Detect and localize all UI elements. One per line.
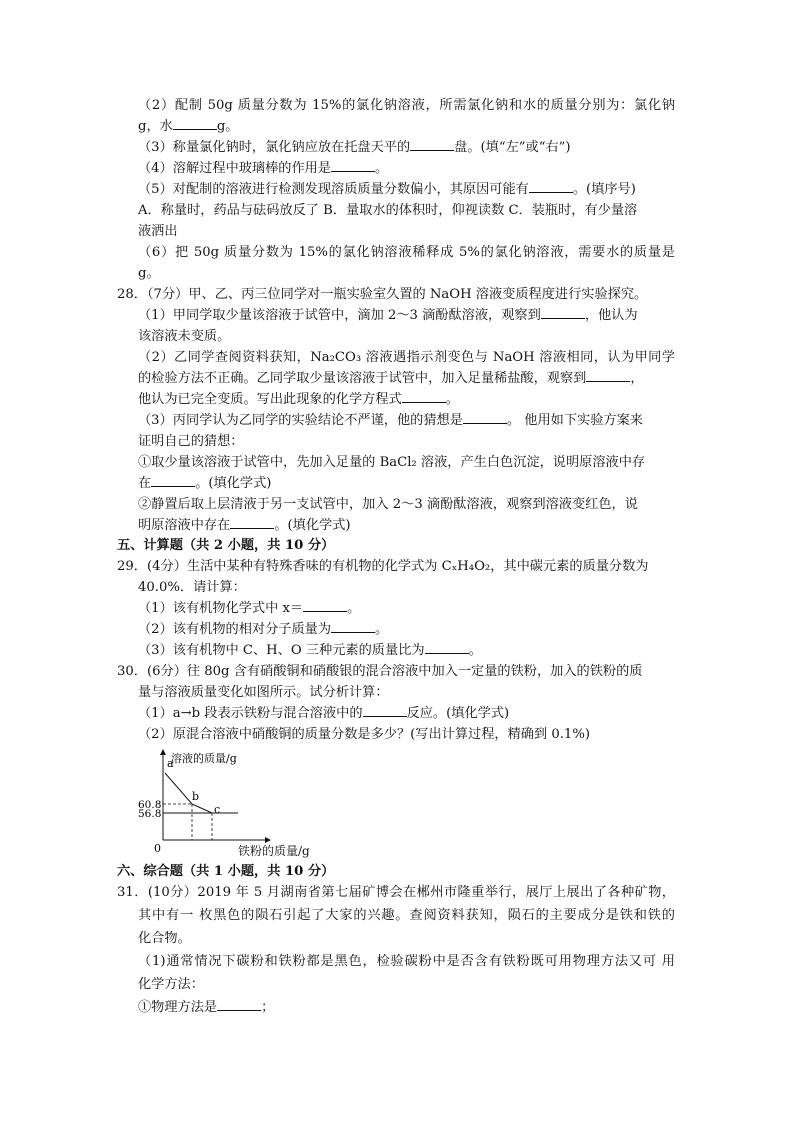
q29-part2: （2）该有机物的相对分子质量为 。	[138, 622, 389, 637]
q29-heading-line1: 29．(4分）生活中某种有特殊香味的有机物的化学式为 CₓH₄O₂，其中碳元素的质量分数为	[117, 559, 649, 574]
q29-part3: （3）该有机物中 C、H、O 三种元素的质量比为 。	[138, 643, 482, 658]
q30-part2: （2）原混合溶液中硝酸铜的质量分数是多少？(写出计算过程，精确到 0.1%)	[138, 727, 590, 742]
answer-blank[interactable]	[529, 180, 573, 193]
q31-heading-line3: 化合物。	[138, 931, 191, 946]
q31-method1: ①物理方法是 ；	[138, 1000, 275, 1015]
answer-blank[interactable]	[217, 998, 261, 1011]
q28-step1-line2: 在 。(填化学式)	[138, 476, 272, 491]
q28-part2-line3: 他认为已完全变质。写出此现象的化学方程式 。	[138, 392, 459, 407]
answer-blank[interactable]	[173, 117, 217, 130]
q27-part2-line2: g，水 g。	[138, 119, 239, 134]
q31-heading-line1: 31．(10分）2019 年 5 月湖南省第七届矿博会在郴州市隆重举行，展厅上展出了各种矿物，	[117, 885, 675, 900]
answer-blank[interactable]	[410, 138, 454, 151]
answer-blank[interactable]	[331, 620, 375, 633]
q28-part1-line2: 该溶液未变质。	[138, 329, 231, 344]
answer-blank[interactable]	[363, 704, 407, 717]
answer-blank[interactable]	[331, 159, 375, 172]
q27-part6-line2: g。	[138, 266, 160, 281]
q30-heading-line1: 30．(6分）往 80g 含有硝酸铜和硝酸银的混合溶液中加入一定量的铁粉，加入的铁粉的质	[117, 664, 643, 679]
y-tick-label: 56.8	[138, 808, 162, 820]
section-6-title: 六、综合题（共 1 小题，共 10 分）	[117, 864, 335, 879]
q27-part4: （4）溶解过程中玻璃棒的作用是 。	[138, 161, 389, 176]
q29-heading-line2: 40.0%．请计算：	[138, 580, 246, 595]
q31-part1-line2: 化学方法：	[138, 977, 204, 992]
q28-part2-line2: 的检验方法不正确。乙同学取少量该溶液于试管中，加入足量稀盐酸，观察到 ，	[138, 371, 644, 386]
q31-part1-line1: （1)通常情况下碳粉和铁粉都是黑色，检验碳粉中是否含有铁粉既可用物理方法又可 用	[138, 954, 675, 969]
origin-label: 0	[154, 842, 161, 855]
answer-blank[interactable]	[230, 516, 274, 529]
q27-part3: （3）称量氯化钠时，氯化钠应放在托盘天平的 盘。(填“左”或“右”)	[138, 140, 571, 155]
q27-part2-line1: （2）配制 50g 质量分数为 15%的氯化钠溶液，所需氯化钠和水的质量分别为：氯化钠	[138, 98, 675, 113]
section-5-title: 五、计算题（共 2 小题，共 10 分）	[117, 538, 335, 553]
q27-part5: （5）对配制的溶液进行检测发现溶质质量分数偏小，其原因可能有 。(填序号)	[138, 182, 636, 197]
answer-blank[interactable]	[463, 411, 507, 424]
answer-blank[interactable]	[425, 641, 469, 654]
q31-heading-line2: 其中有一 枚黑色的陨石引起了大家的兴趣。查阅资料获知，陨石的主要成分是铁和铁的	[138, 908, 675, 923]
q28-part2-line1: （2）乙同学查阅资料获知，Na₂CO₃ 溶液遇指示剂变色与 NaOH 溶液相同，认为甲同学	[138, 350, 675, 365]
q30-part1: （1）a→b 段表示铁粉与混合溶液中的 反应。(填化学式)	[138, 706, 510, 721]
q28-step1-line1: ①取少量该溶液于试管中，先加入足量的 BaCl₂ 溶液，产生白色沉淀，说明原溶液中存	[138, 455, 646, 470]
answer-blank[interactable]	[586, 369, 630, 382]
q27-part6-line1: （6）把 50g 质量分数为 15%的氯化钠溶液稀释成 5%的氯化钠溶液，需要水的质量是	[138, 245, 675, 260]
answer-blank[interactable]	[402, 390, 446, 403]
q28-heading: 28．（7分）甲、乙、丙三位同学对一瓶实验室久置的 NaOH 溶液变质程度进行实验探究。	[117, 287, 648, 302]
y-tick-label: 60.8	[138, 799, 162, 811]
answer-blank[interactable]	[151, 474, 195, 487]
q27-part5-options-cont: 液洒出	[138, 224, 178, 239]
q28-part3-line2: 证明自己的猜想：	[138, 434, 244, 449]
q28-step2-line1: ②静置后取上层清液于另一支试管中，加入 2～3 滴酚酞溶液，观察到溶液变红色，说	[138, 497, 638, 512]
answer-blank[interactable]	[541, 306, 585, 319]
q27-part5-options: A．称量时，药品与砝码放反了 B．量取水的体积时，仰视读数 C．装瓶时，有少量溶	[138, 203, 638, 218]
series-line	[165, 773, 212, 813]
point-label-a: a	[167, 757, 174, 770]
q28-part1-line1: （1）甲同学取少量该溶液于试管中，滴加 2～3 滴酚酞溶液，观察到 ，他认为	[138, 308, 638, 323]
point-label-b: b	[192, 790, 200, 803]
q28-step2-line2: 明原溶液中存在 。(填化学式)	[138, 518, 351, 533]
answer-blank[interactable]	[303, 599, 347, 612]
x-axis-label: 铁粉的质量/g	[238, 844, 310, 858]
q28-part3-line1: （3）丙同学认为乙同学的实验结论不严谨，他的猜想是 。 他用如下实验方案来	[138, 413, 643, 428]
y-axis-label: 溶液的质量/g	[171, 752, 237, 765]
q29-part1: （1）该有机物化学式中 x＝ 。	[138, 601, 361, 616]
point-label-c: c	[214, 803, 221, 816]
q30-heading-line2: 量与溶液质量变化如图所示。试分析计算：	[138, 685, 389, 700]
